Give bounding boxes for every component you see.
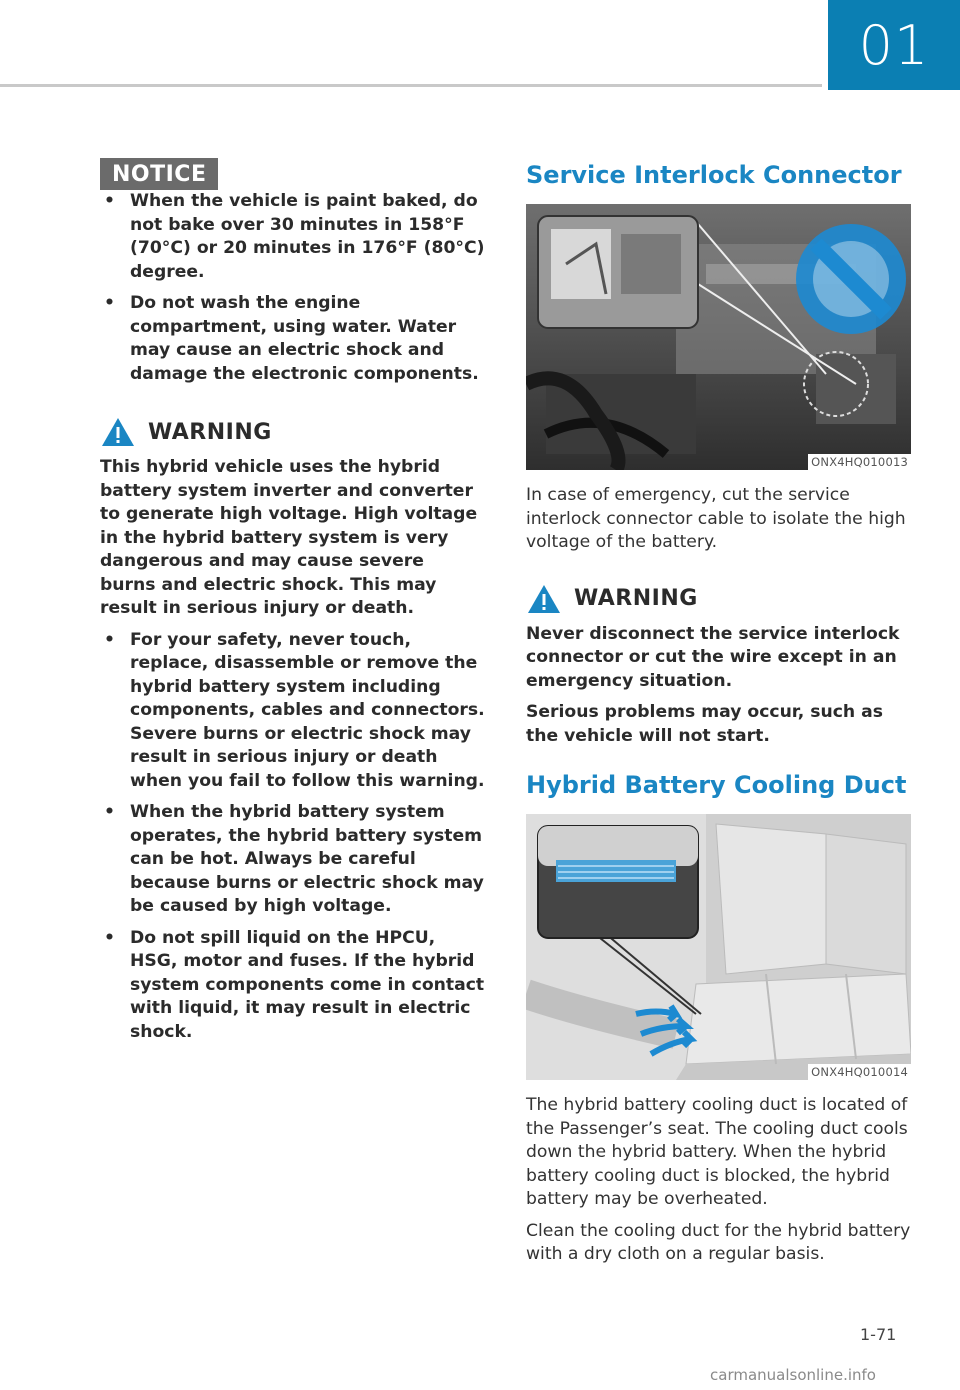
warning-item: • When the hybrid battery system operates, the hybrid battery system can be hot. Always be careful because burns or electric shock may be caused by high voltage.	[100, 801, 485, 919]
warning2-para: Serious problems may occur, such as the vehicle will not start.	[526, 702, 883, 746]
notice-item: • Do not wash the engine compartment, using water. Water may cause an electric shock and damage the electronic components.	[100, 292, 485, 386]
warning-triangle-icon	[526, 583, 562, 615]
cooling-body: The hybrid battery cooling duct is located of the Passenger’s seat. The cooling duct cools down the hybrid battery. When the hybrid battery cooling duct is blocked, the hybrid battery may be overheated.	[526, 1095, 908, 1209]
watermark-link[interactable]: carmanualsonline.info	[710, 1366, 876, 1384]
notice-badge: NOTICE	[100, 158, 218, 190]
chapter-tab	[828, 0, 960, 90]
figure-code: ONX4HQ010013	[808, 454, 911, 470]
cooling-figure	[526, 814, 911, 1080]
rear-seat-image	[526, 814, 911, 1080]
warning-title: WARNING	[148, 419, 272, 445]
warning-item: • Do not spill liquid on the HPCU, HSG, motor and fuses. If the hybrid system components come in contact with liquid, it may result in electric shock.	[100, 927, 485, 1045]
notice-list	[100, 190, 485, 386]
section-title-interlock: Service Interlock Connector	[526, 161, 902, 189]
chapter-number: 01	[858, 13, 930, 77]
warning-intro: This hybrid vehicle uses the hybrid battery system inverter and converter to generate high voltage. High voltage in the hybrid battery system is very dangerous and may cause severe burns and electric shock. This may result in serious injury or death.	[100, 457, 478, 618]
warning2-para: Never disconnect the service interlock connector or cut the wire except in an emergency situation.	[526, 623, 900, 691]
page-number: 1-71	[860, 1325, 897, 1344]
interlock-figure	[526, 204, 911, 470]
engine-bay-image	[526, 204, 911, 470]
warning-triangle-icon	[100, 416, 136, 448]
warning-heading	[100, 416, 485, 448]
interlock-body: In case of emergency, cut the service interlock connector cable to isolate the high voltage of the battery.	[526, 485, 906, 552]
left-column	[100, 158, 485, 1052]
notice-item: • When the vehicle is paint baked, do not bake over 30 minutes in 158°F (70°C) or 20 minutes in 176°F (80°C) degree.	[100, 190, 485, 284]
section-title-cooling: Hybrid Battery Cooling Duct	[526, 771, 907, 799]
warning-title: WARNING	[574, 586, 698, 611]
warning-list	[100, 629, 485, 1045]
figure-code: ONX4HQ010014	[808, 1064, 911, 1080]
right-column	[526, 160, 911, 1275]
prohibit-icon	[796, 224, 906, 334]
header-rule	[0, 84, 822, 87]
cooling-body: Clean the cooling duct for the hybrid battery with a dry cloth on a regular basis.	[526, 1220, 911, 1264]
warning-item: • For your safety, never touch, replace, disassemble or remove the hybrid battery system including components, cables and connectors. Severe burns or electric shock may result in serious injury or death when you fail to follow this warning.	[100, 629, 485, 794]
warning-heading-2	[526, 583, 911, 615]
